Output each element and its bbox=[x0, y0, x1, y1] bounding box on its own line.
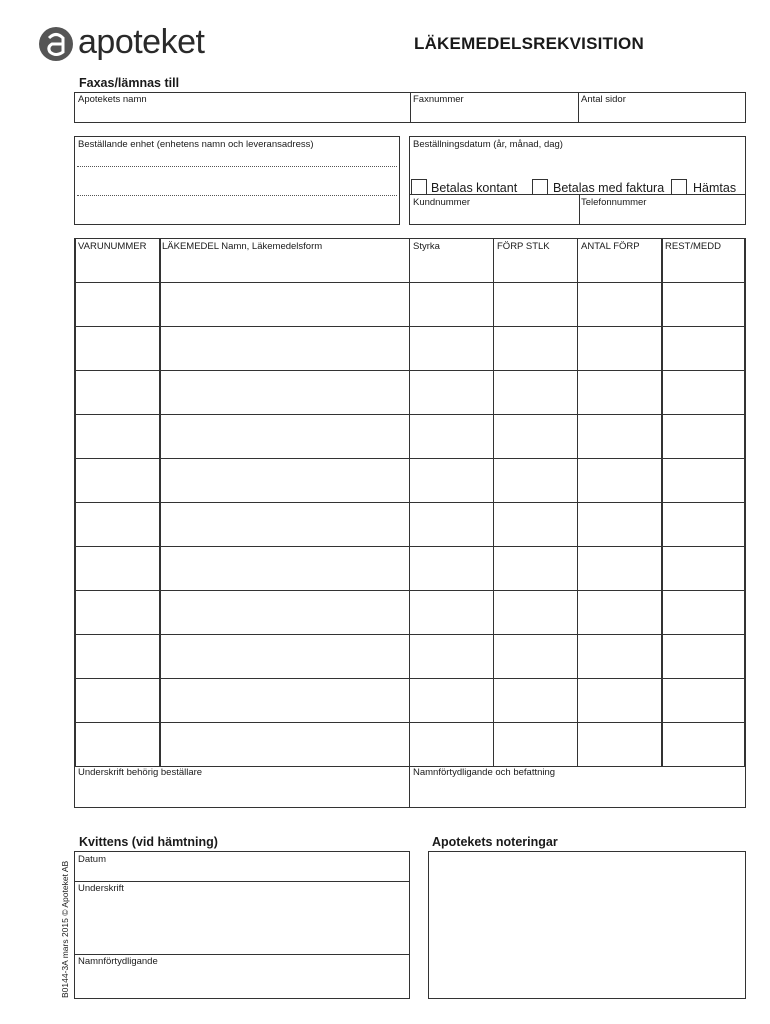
table-row-line bbox=[74, 590, 746, 591]
table-cell[interactable] bbox=[495, 636, 575, 676]
table-cell[interactable] bbox=[495, 548, 575, 588]
table-header-rest-medd: REST/MEDD bbox=[665, 241, 721, 252]
form-id-side-text: B0144-3A mars 2015 © Apoteket AB bbox=[60, 860, 70, 998]
kvittens-underskrift-field[interactable]: Underskrift bbox=[78, 883, 124, 894]
table-row-line bbox=[74, 722, 746, 723]
table-cell[interactable] bbox=[579, 328, 659, 368]
table-header-styrka: Styrka bbox=[413, 241, 440, 252]
table-cell[interactable] bbox=[663, 592, 744, 632]
table-cell[interactable] bbox=[579, 460, 659, 500]
table-cell[interactable] bbox=[495, 416, 575, 456]
bestallningsdatum-field[interactable]: Beställningsdatum (år, månad, dag) bbox=[413, 139, 563, 150]
table-row-line bbox=[74, 326, 746, 327]
kvittens-box bbox=[74, 851, 410, 999]
table-cell[interactable] bbox=[161, 636, 407, 676]
table-cell[interactable] bbox=[411, 592, 491, 632]
table-cell[interactable] bbox=[663, 680, 744, 720]
kundnummer-field[interactable]: Kundnummer bbox=[413, 197, 471, 208]
table-cell[interactable] bbox=[76, 460, 157, 500]
telefonnummer-field[interactable]: Telefonnummer bbox=[581, 197, 647, 208]
table-cell[interactable] bbox=[663, 504, 744, 544]
table-cell[interactable] bbox=[663, 328, 744, 368]
kvittens-datum-field[interactable]: Datum bbox=[78, 854, 106, 865]
table-cell[interactable] bbox=[663, 724, 744, 764]
betalas-kontant-checkbox[interactable] bbox=[411, 179, 427, 195]
table-row-line bbox=[74, 546, 746, 547]
table-column-line bbox=[577, 238, 578, 766]
table-cell[interactable] bbox=[495, 592, 575, 632]
kvittens-heading: Kvittens (vid hämtning) bbox=[79, 835, 218, 849]
table-cell[interactable] bbox=[161, 592, 407, 632]
table-cell[interactable] bbox=[495, 460, 575, 500]
table-cell[interactable] bbox=[579, 636, 659, 676]
table-cell[interactable] bbox=[663, 284, 744, 324]
table-row-line bbox=[74, 678, 746, 679]
table-row-line bbox=[74, 282, 746, 283]
apotekets-namn-field[interactable]: Apotekets namn bbox=[78, 94, 147, 105]
table-cell[interactable] bbox=[76, 724, 157, 764]
logo bbox=[38, 24, 238, 64]
table-row-line bbox=[74, 414, 746, 415]
table-column-line bbox=[493, 238, 494, 766]
table-cell[interactable] bbox=[579, 680, 659, 720]
apotekets-noteringar-box[interactable] bbox=[428, 851, 746, 999]
table-cell[interactable] bbox=[161, 724, 407, 764]
table-cell[interactable] bbox=[411, 372, 491, 412]
table-cell[interactable] bbox=[663, 548, 744, 588]
table-cell[interactable] bbox=[579, 504, 659, 544]
table-cell[interactable] bbox=[663, 636, 744, 676]
table-cell[interactable] bbox=[495, 724, 575, 764]
table-cell[interactable] bbox=[579, 416, 659, 456]
table-header-forp-stlk: FÖRP STLK bbox=[497, 241, 550, 252]
table-cell[interactable] bbox=[495, 328, 575, 368]
table-cell[interactable] bbox=[411, 328, 491, 368]
table-right-border bbox=[744, 238, 746, 766]
table-cell[interactable] bbox=[76, 372, 157, 412]
table-row-line bbox=[74, 458, 746, 459]
table-cell[interactable] bbox=[411, 284, 491, 324]
table-cell[interactable] bbox=[161, 328, 407, 368]
table-cell[interactable] bbox=[76, 636, 157, 676]
table-cell[interactable] bbox=[663, 460, 744, 500]
table-cell[interactable] bbox=[161, 284, 407, 324]
fax-section-box bbox=[74, 92, 746, 123]
table-cell[interactable] bbox=[76, 416, 157, 456]
table-column-line bbox=[409, 238, 410, 766]
table-cell[interactable] bbox=[663, 416, 744, 456]
fax-section-heading: Faxas/lämnas till bbox=[79, 76, 180, 90]
table-cell[interactable] bbox=[161, 372, 407, 412]
table-cell[interactable] bbox=[411, 504, 491, 544]
table-cell[interactable] bbox=[76, 548, 157, 588]
table-cell[interactable] bbox=[76, 284, 157, 324]
table-cell[interactable] bbox=[411, 416, 491, 456]
table-cell[interactable] bbox=[161, 504, 407, 544]
table-row-line bbox=[74, 502, 746, 503]
hamtas-checkbox[interactable] bbox=[671, 179, 687, 195]
antal-sidor-field[interactable]: Antal sidor bbox=[581, 94, 626, 105]
table-cell[interactable] bbox=[161, 548, 407, 588]
kvittens-namnfortydligande-field[interactable]: Namnförtydligande bbox=[78, 956, 158, 967]
table-cell[interactable] bbox=[411, 636, 491, 676]
betalas-med-faktura-checkbox[interactable] bbox=[532, 179, 548, 195]
table-cell[interactable] bbox=[76, 504, 157, 544]
table-cell[interactable] bbox=[579, 592, 659, 632]
faxnummer-field[interactable]: Faxnummer bbox=[413, 94, 464, 105]
table-cell[interactable] bbox=[663, 372, 744, 412]
table-cell[interactable] bbox=[495, 284, 575, 324]
namnfortydligande-befattning-field[interactable]: Namnförtydligande och befattning bbox=[413, 767, 556, 778]
table-cell[interactable] bbox=[579, 548, 659, 588]
page-title: LÄKEMEDELSREKVISITION bbox=[414, 34, 644, 53]
table-cell[interactable] bbox=[495, 372, 575, 412]
table-cell[interactable] bbox=[161, 680, 407, 720]
apoteket-logo-icon bbox=[38, 26, 74, 62]
bestallande-enhet-field[interactable]: Beställande enhet (enhetens namn och leveransadress) bbox=[78, 139, 314, 150]
table-cell[interactable] bbox=[76, 328, 157, 368]
table-row-line bbox=[74, 370, 746, 371]
underskrift-bestallare-field[interactable]: Underskrift behörig beställare bbox=[78, 767, 203, 778]
table-cell[interactable] bbox=[411, 548, 491, 588]
table-cell[interactable] bbox=[76, 680, 157, 720]
table-cell[interactable] bbox=[495, 504, 575, 544]
table-row-line bbox=[74, 634, 746, 635]
table-header-lakemedel: LÄKEMEDEL Namn, Läkemedelsform bbox=[162, 241, 323, 252]
signature-divider bbox=[409, 766, 410, 808]
table-cell[interactable] bbox=[411, 460, 491, 500]
table-cell[interactable] bbox=[76, 592, 157, 632]
table-cell[interactable] bbox=[495, 680, 575, 720]
table-header-varunummer: VARUNUMMER bbox=[78, 241, 147, 252]
table-cell[interactable] bbox=[161, 416, 407, 456]
apotekets-noteringar-heading: Apotekets noteringar bbox=[432, 835, 558, 849]
logo-text: apoteket bbox=[78, 23, 205, 61]
table-cell[interactable] bbox=[579, 372, 659, 412]
table-cell[interactable] bbox=[411, 724, 491, 764]
table-cell[interactable] bbox=[579, 284, 659, 324]
table-cell[interactable] bbox=[411, 680, 491, 720]
betalas-kontant-label: Betalas kontant bbox=[431, 181, 518, 195]
table-header-antal-forp: ANTAL FÖRP bbox=[581, 241, 640, 252]
table-cell[interactable] bbox=[579, 724, 659, 764]
table-cell[interactable] bbox=[161, 460, 407, 500]
hamtas-label: Hämtas bbox=[693, 181, 737, 195]
betalas-med-faktura-label: Betalas med faktura bbox=[553, 181, 665, 195]
